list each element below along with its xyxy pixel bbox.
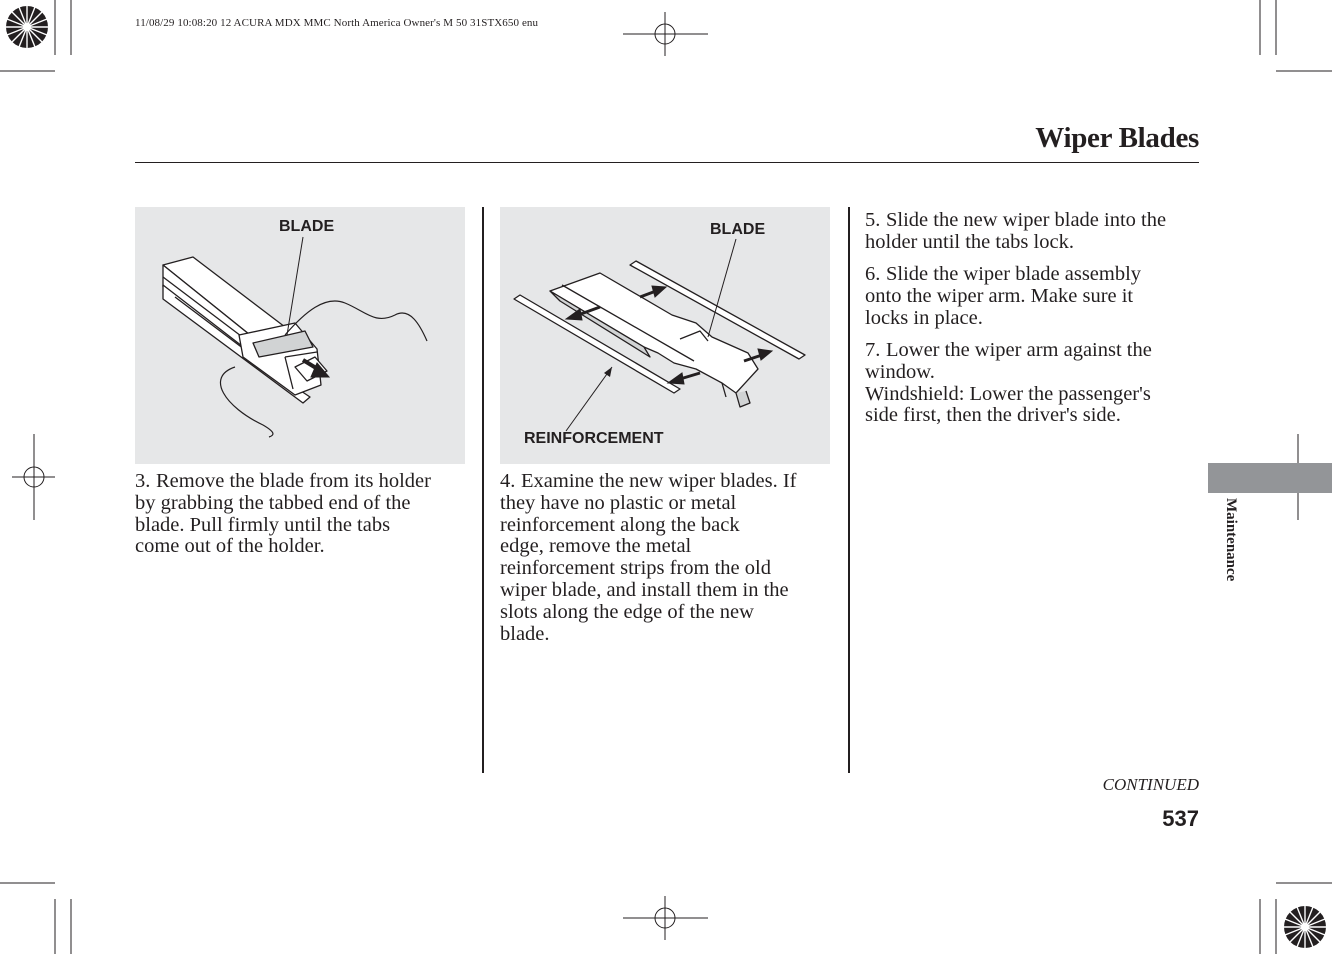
step-7 (865, 340, 1152, 427)
section-tab-label: Maintenance (1223, 498, 1239, 582)
registration-target-bottom (623, 896, 708, 940)
reinforcement-label: REINFORCEMENT (524, 430, 664, 447)
page-title: Wiper Blades (1035, 122, 1199, 154)
blade-label-2: BLADE (710, 221, 766, 238)
step-7-number: 7. (865, 339, 881, 361)
print-header: 11/08/29 10:08:20 12 ACURA MDX MMC North America Owner's M 50 31STX650 enu (135, 17, 539, 29)
step-6 (865, 264, 1141, 329)
step-5 (865, 210, 1166, 254)
starburst-target-top-left (6, 6, 48, 48)
step-4-number: 4. (500, 470, 516, 492)
step-3-number: 3. (135, 470, 151, 492)
step-4-line: wiper blade, and install them in the (500, 578, 789, 601)
step-3-line: Remove the blade from its holder (156, 470, 431, 492)
step-3-line: blade. Pull firmly until the tabs (135, 513, 391, 536)
step-4-line: reinforcement strips from the old (500, 557, 771, 580)
step-5-number: 5. (865, 209, 881, 231)
figure-reinforcement (500, 207, 830, 464)
step-7-line: window. (865, 360, 935, 383)
step-3-line: come out of the holder. (135, 535, 325, 558)
step-4-line: Examine the new wiper blades. If (521, 470, 797, 492)
section-tab (1208, 463, 1332, 493)
step-3-line: by grabbing the tabbed end of the (135, 491, 411, 514)
column-divider-1 (482, 207, 484, 773)
page-number: 537 (1162, 806, 1199, 831)
blade-label: BLADE (279, 218, 335, 235)
step-4-line: reinforcement along the back (500, 513, 740, 536)
step-7-line: side first, then the driver's side. (865, 404, 1121, 427)
step-7-line: Lower the wiper arm against the (886, 339, 1152, 361)
step-6-line: locks in place. (865, 306, 983, 329)
reinforcement-illustration (500, 207, 830, 464)
continued-label: CONTINUED (1102, 775, 1199, 794)
step-6-line: onto the wiper arm. Make sure it (865, 284, 1134, 307)
step-3 (135, 471, 431, 558)
step-4-line: blade. (500, 622, 550, 645)
starburst-target-bottom-right (1284, 906, 1326, 948)
column-divider-2 (848, 207, 850, 773)
figure-remove-blade (135, 207, 465, 464)
step-4 (500, 471, 797, 645)
step-7-line: Windshield: Lower the passenger's (865, 382, 1151, 405)
step-5-line: Slide the new wiper blade into the (886, 209, 1167, 231)
wiper-removal-illustration (135, 207, 465, 464)
registration-target-top (623, 12, 708, 56)
title-rule (135, 162, 1199, 163)
step-6-number: 6. (865, 263, 881, 285)
step-4-line: edge, remove the metal (500, 535, 692, 558)
step-6-line: Slide the wiper blade assembly (886, 263, 1142, 285)
step-4-line: they have no plastic or metal (500, 491, 737, 514)
step-5-line: holder until the tabs lock. (865, 230, 1074, 253)
step-4-line: slots along the edge of the new (500, 600, 754, 623)
registration-target-left (12, 434, 55, 520)
